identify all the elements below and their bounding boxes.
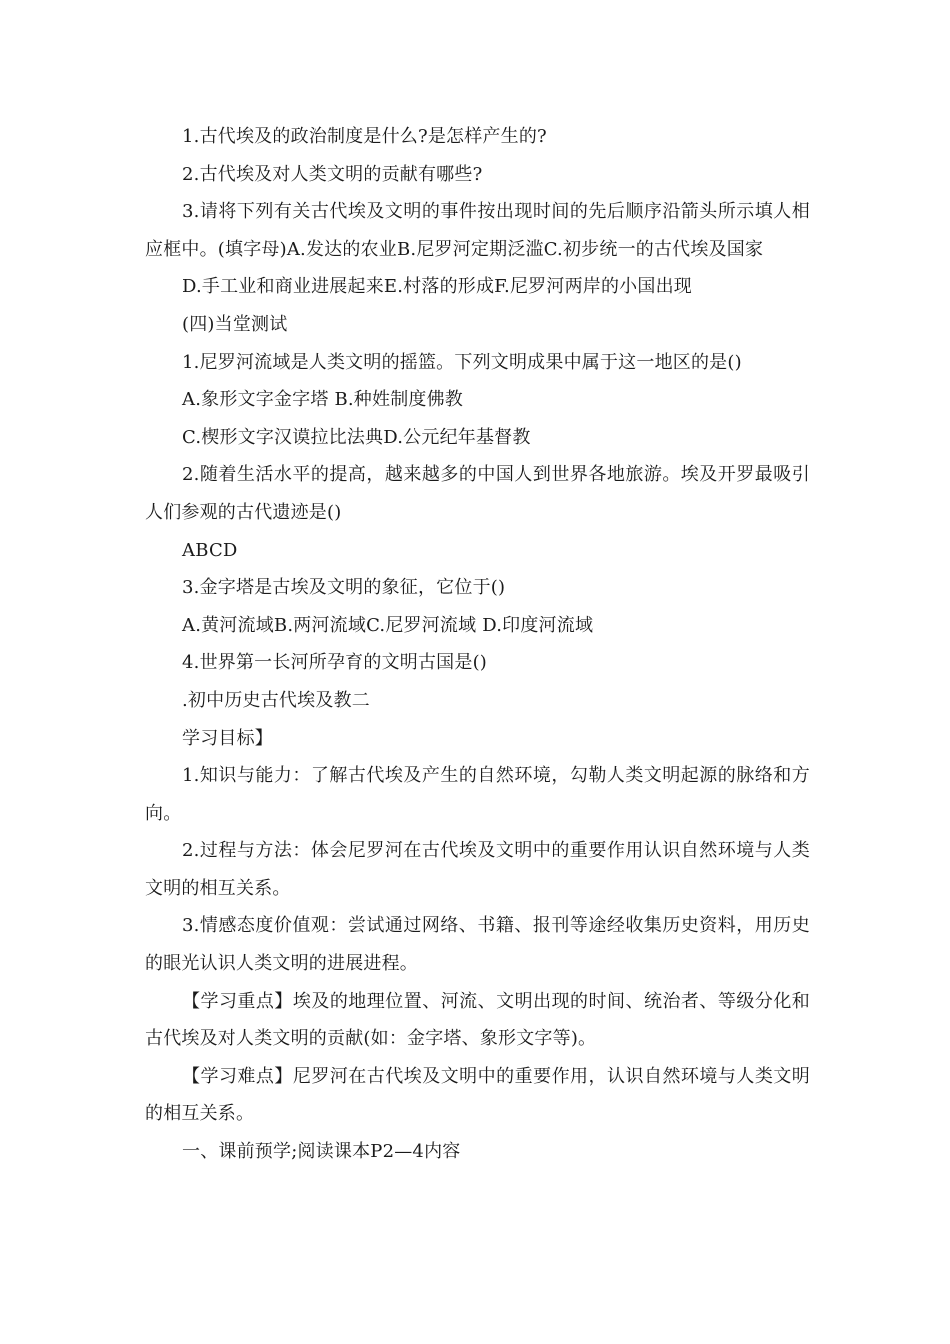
question-political-system: 1.古代埃及的政治制度是什么?是怎样产生的? bbox=[182, 126, 547, 147]
test-question-4: 4.世界第一长河所孕育的文明古国是() bbox=[182, 652, 488, 674]
test-question-3-options: A.黄河流域B.两河流域C.尼罗河流域 D.印度河流域 bbox=[182, 614, 594, 636]
section-heading-class-test: (四)当堂测试 bbox=[182, 313, 288, 335]
objective-knowledge: 1.知识与能力：了解古代埃及产生的自然环境，勾勒人类文明起源的脉络和方向。 bbox=[145, 765, 810, 824]
learning-key-points: 【学习重点】埃及的地理位置、河流、文明出现的时间、统治者、等级分化和古代埃及对人类文明的贡献(如：金字塔、象形文字等)。 bbox=[145, 990, 810, 1050]
question-contributions: 2.古代埃及对人类文明的贡献有哪些? bbox=[182, 163, 483, 185]
test-question-1: 1.尼罗河流域是人类文明的摇篮。下列文明成果中属于这一地区的是() bbox=[182, 351, 742, 373]
test-question-1-options-cd: C.楔形文字汉谟拉比法典D.公元纪年基督教 bbox=[182, 426, 531, 448]
learning-objectives-heading: 学习目标】 bbox=[182, 727, 273, 749]
document-page bbox=[145, 118, 810, 1171]
question-ordering-events: 3.请将下列有关古代埃及文明的事件按出现时间的先后顺序沿箭头所示填人相应框中。(填字母)A.发达的农业B.尼罗河定期泛滥C.初步统一的古代埃及国家 bbox=[145, 201, 810, 260]
test-question-2: 2.随着生活水平的提高，越来越多的中国人到世界各地旅游。埃及开罗最吸引人们参观的古代遗迹是() bbox=[145, 464, 810, 523]
objective-attitude: 3.情感态度价值观：尝试通过网络、书籍、报刊等途经收集历史资料，用历史的眼光认识人类文明的进展进程。 bbox=[145, 915, 810, 975]
ordering-options-d-f: D.手工业和商业进展起来E.村落的形成F.尼罗河两岸的小国出现 bbox=[182, 276, 692, 298]
learning-difficulties: 【学习难点】尼罗河在古代埃及文明中的重要作用，认识自然环境与人类文明的相互关系。 bbox=[145, 1065, 810, 1125]
test-question-1-options-ab: A.象形文字金字塔 B.种姓制度佛教 bbox=[182, 389, 463, 411]
section-title-lesson-two: .初中历史古代埃及教二 bbox=[182, 689, 370, 711]
test-question-2-options: ABCD bbox=[182, 539, 238, 561]
test-question-3: 3.金字塔是古埃及文明的象征，它位于() bbox=[182, 577, 506, 599]
objective-process: 2.过程与方法：体会尼罗河在古代埃及文明中的重要作用认识自然环境与人类文明的相互关系。 bbox=[145, 840, 810, 899]
pre-class-preview: 一、课前预学;阅读课本P2—4内容 bbox=[182, 1141, 461, 1163]
